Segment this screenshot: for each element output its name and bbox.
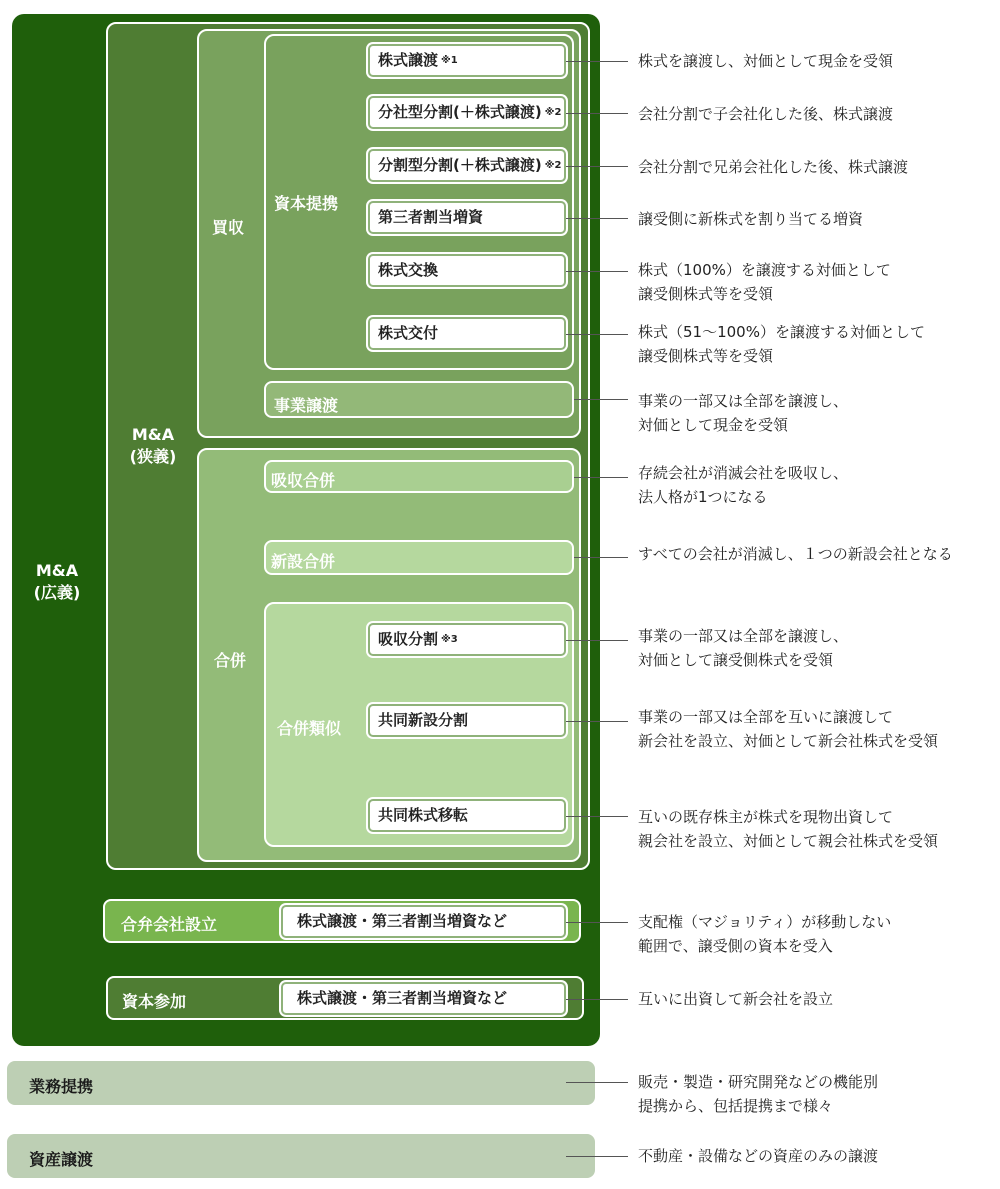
desc-joint-venture [638,910,891,958]
desc-stock-transfer [638,49,893,73]
desc-joint-share-transfer [638,805,938,853]
split-off-split-note: ※2 [544,159,562,171]
desc-line: 新会社を設立、対価として新会社株式を受領 [638,732,939,750]
connector-line [566,271,628,272]
connector-line [566,334,628,335]
split-off-split-text: 分割型分割(＋株式譲渡) [378,156,542,174]
cp-method-text: 株式譲渡・第三者割当増資など [297,989,508,1007]
desc-line: 株式を譲渡し、対価として現金を受領 [638,52,894,70]
share-delivery-box [368,317,566,350]
joint-share-transfer-text: 共同株式移転 [378,806,469,824]
connector-line [574,557,628,558]
desc-line: 譲受側に新株式を割り当てる増資 [638,210,864,228]
connector-line [566,166,628,167]
desc-line: 対価として譲受側株式を受領 [638,651,834,669]
joint-share-transfer-box [368,799,566,832]
desc-line: 株式（51〜100%）を譲渡する対価として [638,323,925,341]
absorption-split-text: 吸収分割 [378,630,439,648]
ma-broad-label [22,560,92,605]
absorption-split-box [368,623,566,656]
stock-transfer-note: ※1 [441,54,458,66]
ma-narrow-label [118,424,188,469]
ma-broad-label-line2: (広義) [33,583,81,603]
acquisition-label: 買収 [212,218,245,237]
desc-spin-off-split [638,102,893,126]
merger-label: 合併 [214,651,247,670]
desc-third-party-allotment [638,207,863,231]
business-alliance-label: 業務提携 [29,1077,94,1096]
desc-joint-incorporation-split [638,705,938,753]
business-transfer-label: 事業譲渡 [274,396,339,415]
desc-line: 対価として現金を受領 [638,416,789,434]
desc-line: 提携から、包括提携まで様々 [638,1097,834,1115]
desc-absorption-merger [638,461,848,509]
joint-venture-label: 合弁会社設立 [121,915,218,934]
connector-line [566,1082,628,1083]
third-party-allotment-box [368,201,566,234]
business-alliance-row [7,1061,595,1105]
connector-line [566,61,628,62]
spin-off-split-note: ※2 [544,106,562,118]
connector-line [566,113,628,114]
share-delivery-text: 株式交付 [378,324,439,342]
stock-transfer-box [368,44,566,77]
connector-line [566,218,628,219]
share-exchange-text: 株式交換 [378,261,439,279]
connector-line [566,721,628,722]
desc-absorption-split [638,624,848,672]
jv-method-text: 株式譲渡・第三者割当増資など [297,912,508,930]
connector-line [574,477,628,478]
desc-split-off-split [638,155,908,179]
desc-asset-transfer [638,1144,878,1168]
desc-line: 会社分割で子会社化した後、株式譲渡 [638,105,894,123]
desc-share-delivery [638,320,925,368]
new-merger-label: 新設合併 [271,552,336,571]
stock-transfer-text: 株式譲渡 [378,51,439,69]
connector-line [566,999,628,1000]
desc-line: 法人格が1つになる [638,488,768,506]
desc-line: 範囲で、譲受側の資本を受入 [638,937,833,955]
joint-incorporation-split-box [368,704,566,737]
desc-business-alliance [638,1070,878,1118]
jv-method-box [281,905,566,938]
connector-line [574,399,628,400]
desc-line: 譲受側株式等を受領 [638,347,774,365]
spin-off-split-text: 分社型分割(＋株式譲渡) [378,103,542,121]
split-off-split-box [368,149,566,182]
absorption-merger-label: 吸収合併 [271,471,336,490]
ma-broad-label-line1: M&A [35,561,79,580]
connector-line [566,1156,628,1157]
asset-transfer-row [7,1134,595,1178]
ma-narrow-label-line2: (狭義) [129,447,177,467]
connector-line [566,816,628,817]
asset-transfer-label: 資産譲渡 [29,1150,94,1169]
desc-line: 事業の一部又は全部を譲渡し、 [638,392,849,410]
desc-line: 互いの既存株主が株式を現物出資して [638,808,894,826]
desc-line: 支配権（マジョリティ）が移動しない [638,913,892,931]
desc-line: 会社分割で兄弟会社化した後、株式譲渡 [638,158,909,176]
desc-line: 事業の一部又は全部を譲渡し、 [638,627,849,645]
spin-off-split-box [368,96,566,129]
desc-new-merger [638,542,953,566]
connector-line [566,640,628,641]
desc-line: すべての会社が消滅し、１つの新設会社となる [638,545,953,563]
merger-like-label: 合併類似 [277,719,342,738]
third-party-allotment-text: 第三者割当増資 [378,208,484,226]
joint-incorporation-split-text: 共同新設分割 [378,711,469,729]
desc-line: 不動産・設備などの資産のみの譲渡 [638,1147,879,1165]
connector-line [566,922,628,923]
capital-alliance-label: 資本提携 [274,194,339,213]
desc-line: 存続会社が消滅会社を吸収し、 [638,464,849,482]
desc-share-exchange [638,258,891,306]
absorption-split-note: ※3 [441,633,458,645]
desc-line: 親会社を設立、対価として親会社株式を受領 [638,832,939,850]
desc-line: 販売・製造・研究開発などの機能別 [638,1073,879,1091]
desc-business-transfer [638,389,848,437]
desc-line: 譲受側株式等を受領 [638,285,774,303]
desc-line: 株式（100%）を譲渡する対価として [638,261,891,279]
desc-capital-participation [638,987,833,1011]
cp-method-box [281,982,566,1015]
desc-line: 互いに出資して新会社を設立 [638,990,834,1008]
desc-line: 事業の一部又は全部を互いに譲渡して [638,708,894,726]
share-exchange-box [368,254,566,287]
ma-narrow-label-line1: M&A [131,425,175,444]
capital-participation-label: 資本参加 [122,992,187,1011]
